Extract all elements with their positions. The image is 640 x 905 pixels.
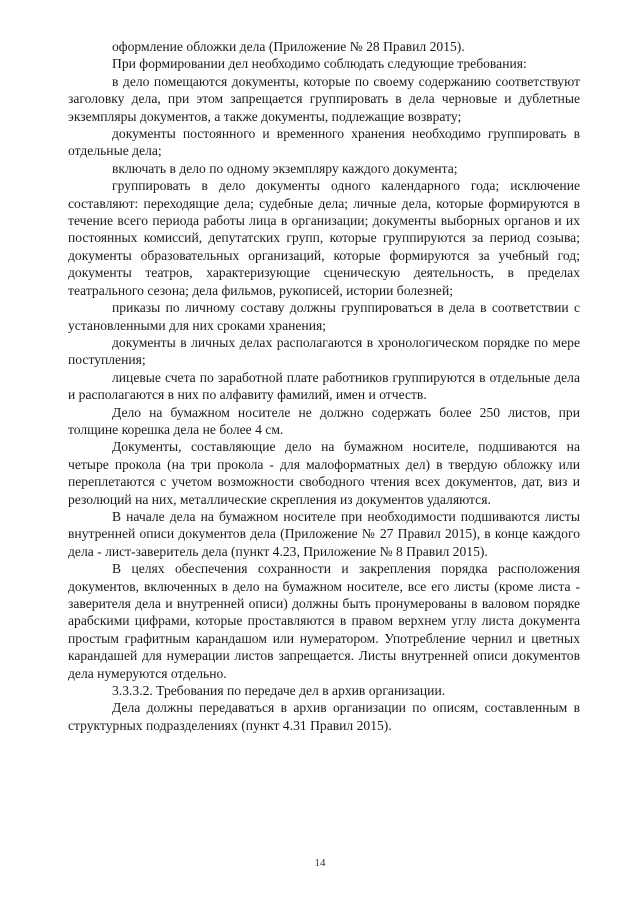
page-number: 14 <box>314 857 326 869</box>
paragraph-req-one-copy: включать в дело по одному экземпляру каждого документа; <box>112 160 458 176</box>
paragraph-archive-transfer: Дела должны передаваться в архив организации по описям, составленным в структурных подразделениях (пункт 4.31 Правил 2015). <box>68 700 580 733</box>
paragraph-internal-inventory: В начале дела на бумажном носителе при необходимости подшиваются листы внутренней описи документов дела (Приложение № 27 Правил 2015), в конце каждого дела - лист-заверитель дела (пункт 4.23, Приложение № 8 Правил 2015). <box>68 508 580 559</box>
paragraph-req-content-match: в дело помещаются документы, которые по своему содержанию соответствуют заголовку дела, при этом запрещается группировать в дела черновые и дублетные экземпляры документов, а также документы, подлежащие возврату; <box>68 73 580 124</box>
paragraph-req-personnel-orders: приказы по личному составу должны группироваться в дела в соответствии с установленными для них сроками хранения; <box>68 300 580 333</box>
section-heading-archive-transfer: 3.3.3.2. Требования по передаче дел в архив организации. <box>112 683 446 699</box>
paragraph-sheet-numbering: В целях обеспечения сохранности и закрепления порядка расположения документов, включенных в дело на бумажном носителе, все его листы (кроме листа - заверителя дела и внутренней описи) должны быть пронумерованы в валовом порядке арабскими цифрами, которые проставляются в правом верхнем углу листа документа простым графитным карандашом или нумератором. Употребление чернил и цветных карандашей для нумерации листов запрещается. Листы внутренней описи документов дела нумеруются отдельно. <box>68 561 580 681</box>
paragraph-req-calendar-year: группировать в дело документы одного календарного года; исключение составляют: переходящие дела; судебные дела; личные дела, которые формируются в течение всего периода работы лица в организации; документы выборных органов и их постоянных комиссий, депутатских групп, которые группируются за период созыва; документы образовательных организаций, которые формируются за учебный год; документы театров, характеризующие сценическую деятельность, в пределах театрального сезона; дела фильмов, рукописей, истории болезней; <box>68 178 580 298</box>
paragraph-binding: Документы, составляющие дело на бумажном носителе, подшиваются на четыре прокола (на три прокола - для малоформатных дел) в твердую обложку или переплетаются с учетом возможности свободного чтения всех документов, дат, виз и резолюций на них, металлические скрепления из документов удаляются. <box>68 439 580 507</box>
paragraph-sheet-limit: Дело на бумажном носителе не должно содержать более 250 листов, при толщине корешка дела не более 4 см. <box>68 404 580 437</box>
paragraph-req-payroll-accounts: лицевые счета по заработной плате работников группируются в отдельные дела и располагаются в них по алфавиту фамилий, имен и отчеств. <box>68 369 580 403</box>
paragraph-req-storage-separate: документы постоянного и временного хранения необходимо группировать в отдельные дела; <box>68 126 580 159</box>
paragraph-requirements-intro: При формировании дел необходимо соблюдать следующие требования: <box>112 56 527 72</box>
document-page <box>68 38 580 734</box>
paragraph-req-personal-files: документы в личных делах располагаются в хронологическом порядке по мере поступления; <box>68 334 580 368</box>
paragraph-cover-design: оформление обложки дела (Приложение № 28 Правил 2015). <box>112 39 465 54</box>
